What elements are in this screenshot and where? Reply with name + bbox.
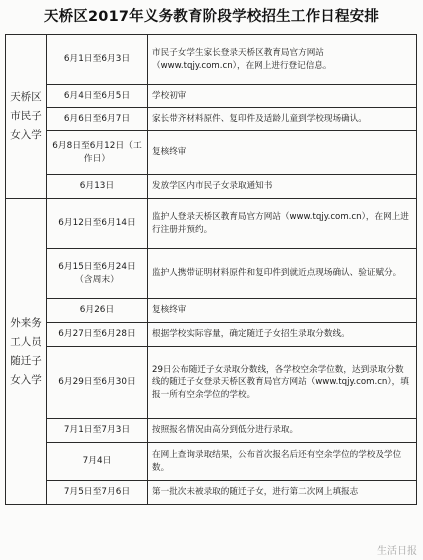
row-date: 7月4日	[47, 443, 148, 481]
table-row	[6, 131, 417, 175]
row-desc: 家长带齐材料原件、复印件及适龄儿童到学校现场确认。	[148, 108, 417, 131]
row-date: 6月4日至6月5日	[47, 85, 148, 108]
table-row	[6, 481, 417, 505]
row-desc: 在网上查询录取结果，公布首次报名后还有空余学位的学校及学位数。	[148, 443, 417, 481]
table-row	[6, 347, 417, 419]
table-row	[6, 443, 417, 481]
row-date: 7月5日至7月6日	[47, 481, 148, 505]
row-desc: 发放学区内市民子女录取通知书	[148, 175, 417, 199]
row-desc: 市民子女学生家长登录天桥区教育局官方网站（www.tqjy.com.cn），在网上进行登记信息。	[148, 35, 417, 85]
table-row	[6, 199, 417, 249]
watermark-logo: 生活日报	[377, 546, 417, 557]
group-label-migrant: 外来务工人员随迁子女入学	[6, 199, 47, 505]
row-date: 6月26日	[47, 299, 148, 323]
row-date: 6月29日至6月30日	[47, 347, 148, 419]
table-row	[6, 108, 417, 131]
row-date: 6月8日至6月12日（工作日）	[47, 131, 148, 175]
row-date: 7月1日至7月3日	[47, 419, 148, 443]
row-desc: 学校初审	[148, 85, 417, 108]
row-date: 6月6日至6月7日	[47, 108, 148, 131]
row-desc: 复核终审	[148, 131, 417, 175]
row-desc: 复核终审	[148, 299, 417, 323]
row-date: 6月1日至6月3日	[47, 35, 148, 85]
row-desc: 监护人登录天桥区教育局官方网站（www.tqjy.com.cn），在网上进行注册并预约。	[148, 199, 417, 249]
row-date: 6月13日	[47, 175, 148, 199]
table-row	[6, 175, 417, 199]
table-row	[6, 85, 417, 108]
page-title: 天桥区2017年义务教育阶段学校招生工作日程安排	[43, 9, 380, 25]
table-row	[6, 419, 417, 443]
schedule-table	[5, 34, 417, 505]
group-label-resident: 天桥区市民子女入学	[6, 35, 47, 199]
row-desc: 按照报名情况由高分到低分进行录取。	[148, 419, 417, 443]
row-desc: 29日公布随迁子女录取分数线，各学校空余学位数，达到录取分数线的随迁子女登录天桥区教育局官方网站（www.tqjy.com.cn），填报一所有空余学位的学校。	[148, 347, 417, 419]
row-date: 6月12日至6月14日	[47, 199, 148, 249]
row-desc: 监护人携带证明材料原件和复印件到就近点现场确认、验证赋分。	[148, 249, 417, 299]
table-row	[6, 35, 417, 85]
row-date: 6月27日至6月28日	[47, 323, 148, 347]
row-desc: 第一批次未被录取的随迁子女，进行第二次网上填报志	[148, 481, 417, 505]
table-row	[6, 249, 417, 299]
table-row	[6, 299, 417, 323]
table-row	[6, 323, 417, 347]
row-date: 6月15日至6月24日（含周末）	[47, 249, 148, 299]
row-desc: 根据学校实际容量，确定随迁子女招生录取分数线。	[148, 323, 417, 347]
